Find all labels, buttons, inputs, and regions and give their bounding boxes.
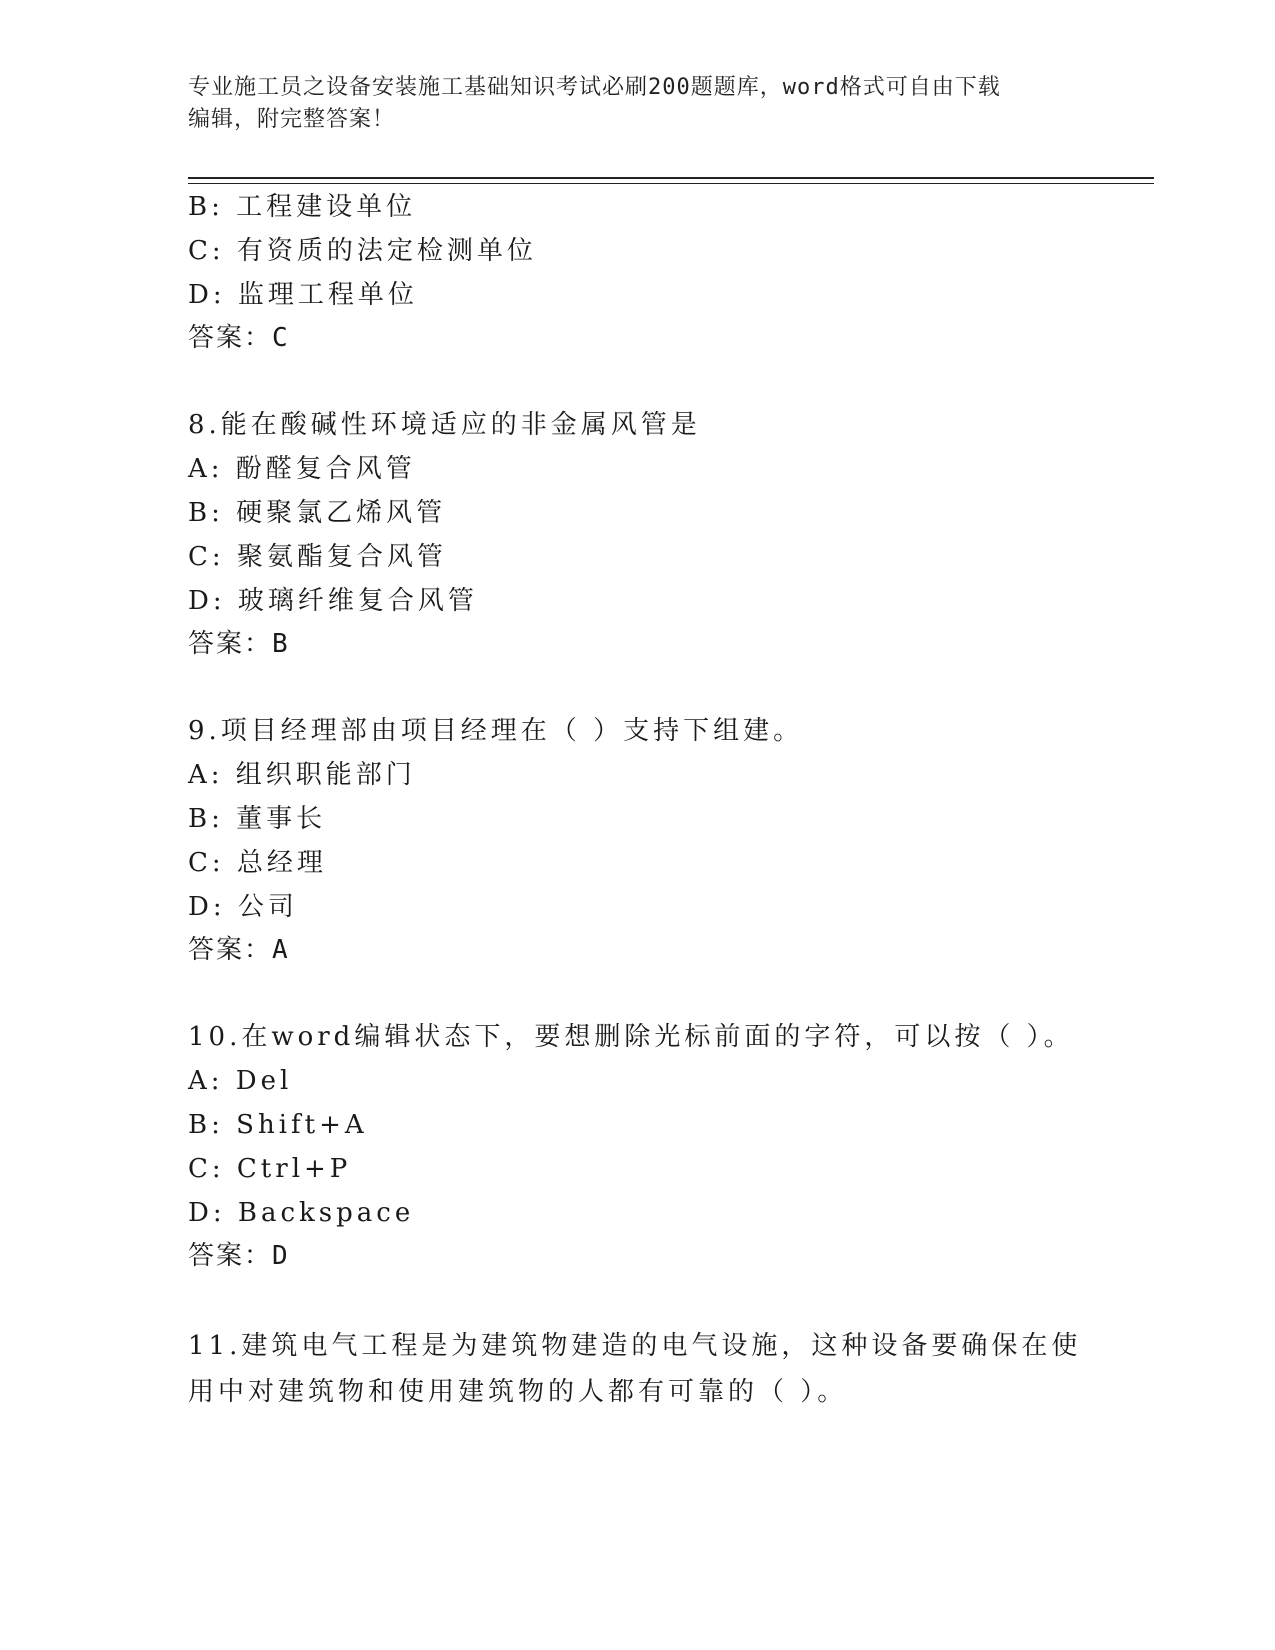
q10-option-c: C: Ctrl+P [188,1154,352,1184]
q9-answer: 答案：A [188,935,290,965]
q9-option-b: B: 董事长 [188,804,327,834]
q10-option-b: B: Shift+A [188,1110,368,1140]
header-divider-thick [188,177,1154,179]
q9-option-d: D: 公司 [188,892,298,922]
q7-answer: 答案：C [188,323,290,353]
header-title-line-1: 专业施工员之设备安装施工基础知识考试必刷200题题库，word格式可自由下载 [188,75,1001,100]
header-title-line-2: 编辑，附完整答案！ [188,107,396,132]
q9-option-c: C: 总经理 [188,848,327,878]
q10-option-a: A: Del [188,1066,293,1096]
q8-option-b: B: 硬聚氯乙烯风管 [188,498,447,528]
document-header [188,72,1088,136]
q10-question: 10.在word编辑状态下，要想删除光标前面的字符，可以按（ ）。 [188,1022,1074,1052]
header-divider-thin [188,183,1154,184]
q8-answer: 答案：B [188,629,290,659]
q9-question: 9.项目经理部由项目经理在（ ）支持下组建。 [188,716,804,746]
q9-option-a: A: 组织职能部门 [188,760,416,790]
q10-option-d: D: Backspace [188,1198,415,1228]
q7-option-b: B: 工程建设单位 [188,192,417,222]
q10-answer: 答案：D [188,1241,290,1271]
q8-option-d: D: 玻璃纤维复合风管 [188,586,478,616]
q11-question: 11.建筑电气工程是为建筑物建造的电气设施，这种设备要确保在使用中对建筑物和使用建筑物的人都有可靠的（ ）。 [188,1331,1082,1407]
q7-option-c: C: 有资质的法定检测单位 [188,236,537,266]
q8-option-c: C: 聚氨酯复合风管 [188,542,447,572]
q8-question: 8.能在酸碱性环境适应的非金属风管是 [188,410,701,440]
q7-option-d: D: 监理工程单位 [188,280,418,310]
q8-option-a: A: 酚醛复合风管 [188,454,416,484]
